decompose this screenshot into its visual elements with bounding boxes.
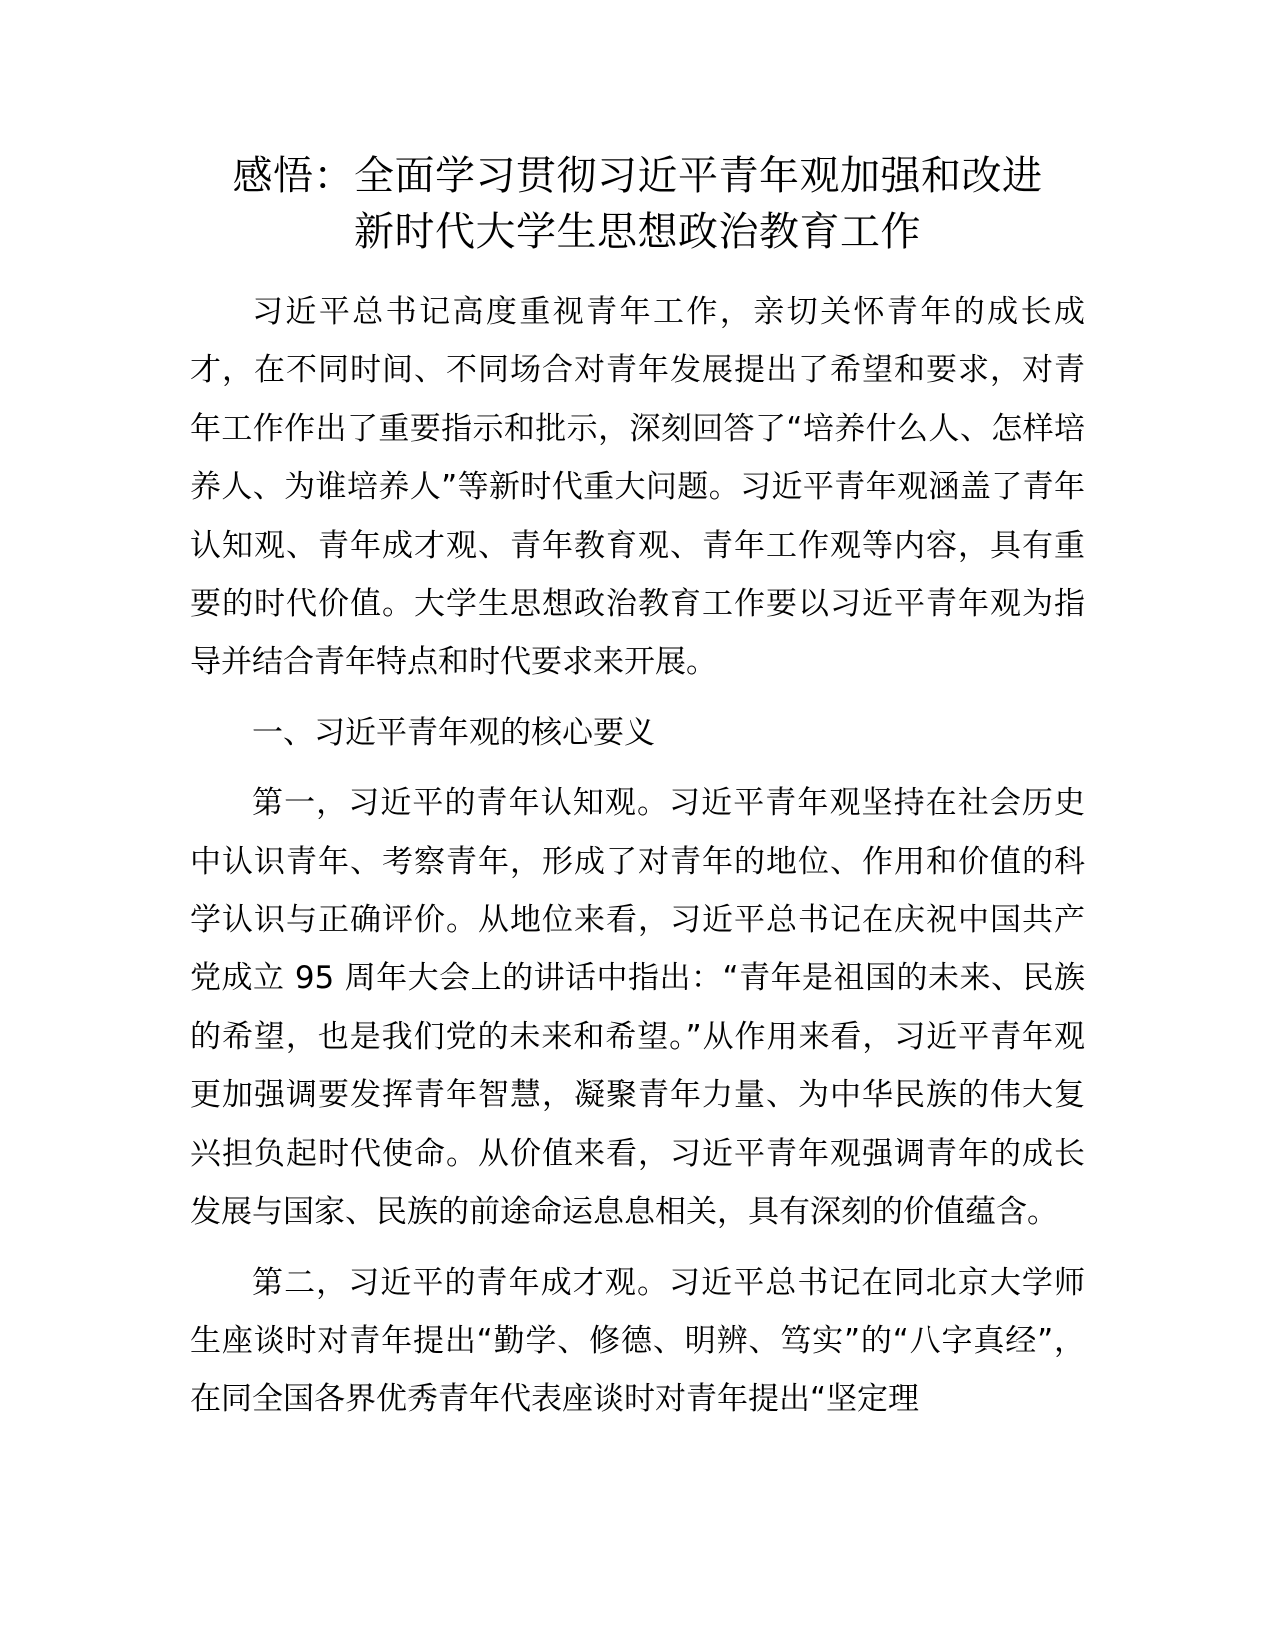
document-body (190, 283, 1085, 1429)
title-line-2: 新时代大学生思想政治教育工作 (354, 209, 921, 255)
paragraph-youth-cognition: 第一，习近平的青年认知观。习近平青年观坚持在社会历史中认识青年、考察青年，形成了对青年的地位、作用和价值的科学认识与正确评价。从地位来看，习近平总书记在庆祝中国共产党成立 95 周年大会上的讲话中指出：“青年是祖国的未来、民族的希望，也是我们党的未来和希望。”从作用来看，习近平青年观更加强调要发挥青年智慧，凝聚青年力量、为中华民族的伟大复兴担负起时代使命。从价值来看，习近平青年观强调青年的成长发展与国家、民族的前途命运息息相关，具有深刻的价值蕴含。 (190, 785, 1085, 1231)
paragraph-youth-talent: 第二，习近平的青年成才观。习近平总书记在同北京大学师生座谈时对青年提出“勤学、修德、明辨、笃实”的“八字真经”，在同全国各界优秀青年代表座谈时对青年提出“坚定理 (190, 1264, 1085, 1418)
section-heading: 一、习近平青年观的核心要义 (252, 714, 655, 751)
document-title (160, 148, 1115, 260)
title-line-1: 感悟：全面学习贯彻习近平青年观加强和改进 (232, 153, 1043, 199)
intro-paragraph: 习近平总书记高度重视青年工作，亲切关怀青年的成长成才，在不同时间、不同场合对青年发展提出了希望和要求，对青年工作作出了重要指示和批示，深刻回答了“培养什么人、怎样培养人、为谁培养人”等新时代重大问题。习近平青年观涵盖了青年认知观、青年成才观、青年教育观、青年工作观等内容，具有重要的时代价值。大学生思想政治教育工作要以习近平青年观为指导并结合青年特点和时代要求来开展。 (190, 294, 1085, 681)
